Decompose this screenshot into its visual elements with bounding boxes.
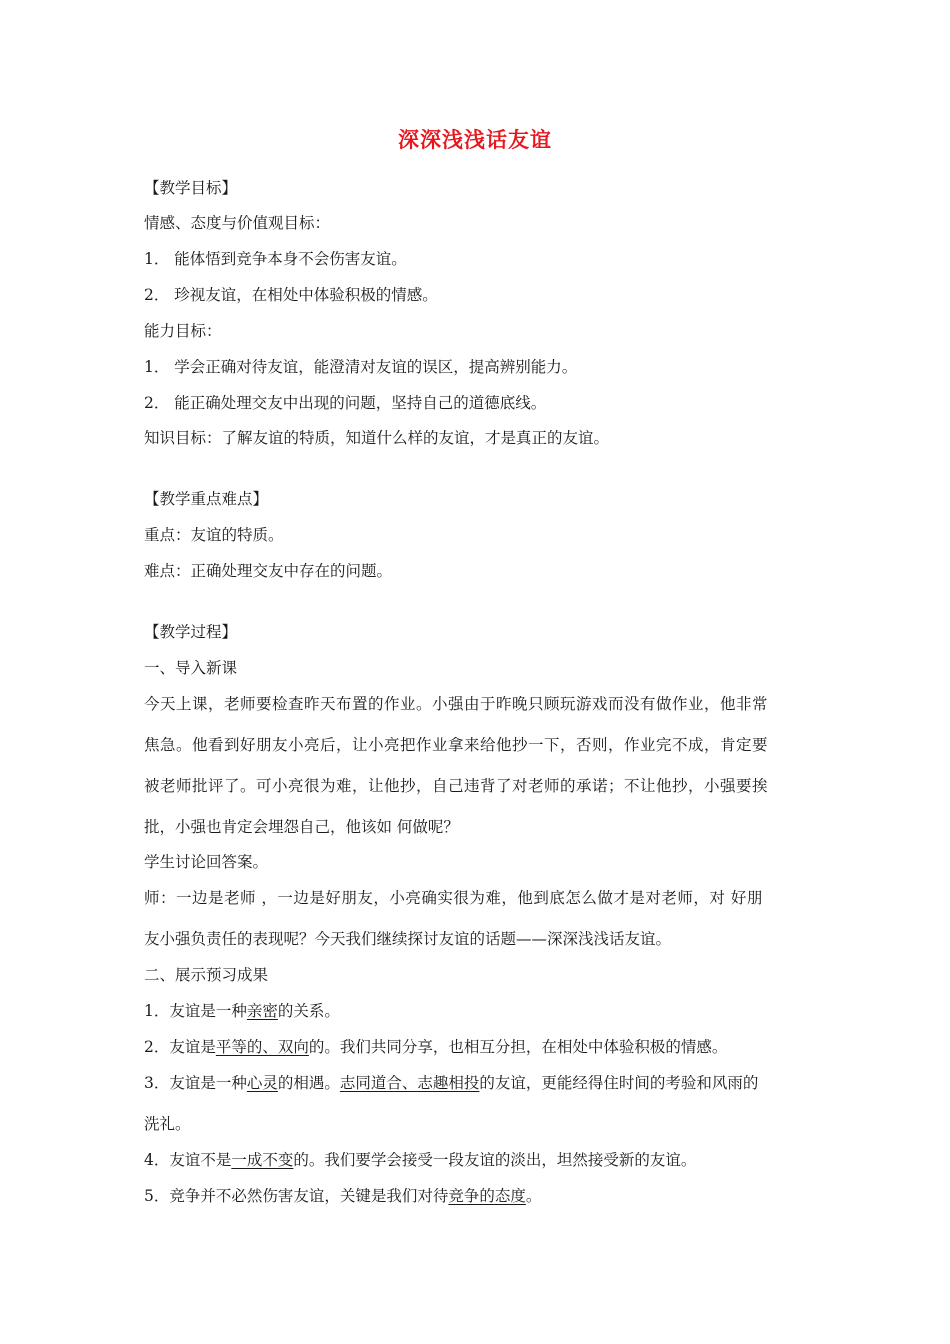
story-line: 焦急。他看到好朋友小亮后，让小亮把作业拿来给他抄一下，否则，作业完不成，肯定要	[144, 736, 769, 754]
story-line: 今天上课，老师要检查昨天布置的作业。小强由于昨晚只顾玩游戏而没有做作业，他非常	[144, 695, 769, 713]
emotion-objective-2: 2． 珍视友谊，在相处中体验积极的情感。	[144, 286, 438, 304]
emotion-objectives-heading: 情感、态度与价值观目标：	[144, 214, 331, 232]
underlined-answer: 一成不变	[231, 1151, 294, 1169]
preview-item-5: 5．竞争并不必然伤害友谊，关键是我们对待竞争的态度。	[144, 1187, 542, 1205]
part2-heading: 二、展示预习成果	[144, 966, 269, 984]
underlined-answer: 亲密	[246, 1002, 278, 1020]
page-title: 深深浅浅话友谊	[398, 128, 552, 152]
preview-item-3-continued: 洗礼。	[144, 1115, 191, 1133]
focus-key-point: 重点：友谊的特质。	[144, 526, 284, 544]
underlined-answer: 心灵	[246, 1074, 278, 1092]
ability-objectives-heading: 能力目标：	[144, 322, 222, 340]
ability-objective-1: 1． 学会正确对待友谊，能澄清对友谊的误区，提高辨别能力。	[144, 358, 578, 376]
story-line: 被老师批评了。可小亮很为难，让他抄，自己违背了对老师的承诺；不让他抄，小强要挨	[144, 777, 769, 795]
part1-heading: 一、导入新课	[144, 659, 238, 677]
focus-difficult-point: 难点：正确处理交友中存在的问题。	[144, 562, 393, 580]
teacher-line: 友小强负责任的表现呢？今天我们继续探讨友谊的话题——深深浅浅话友谊。	[144, 930, 672, 948]
discussion-text: 学生讨论回答案。	[144, 853, 269, 871]
process-heading: 【教学过程】	[144, 623, 238, 641]
knowledge-objective: 知识目标：了解友谊的特质，知道什么样的友谊，才是真正的友谊。	[144, 429, 610, 447]
ability-objective-2: 2． 能正确处理交友中出现的问题，坚持自己的道德底线。	[144, 394, 547, 412]
underlined-answer: 平等的、双向	[215, 1038, 309, 1056]
emotion-objective-1: 1． 能体悟到竞争本身不会伤害友谊。	[144, 250, 407, 268]
preview-item-1: 1．友谊是一种亲密的关系。	[144, 1002, 340, 1020]
preview-item-4: 4．友谊不是一成不变的。我们要学会接受一段友谊的淡出，坦然接受新的友谊。	[144, 1151, 697, 1169]
teacher-line: 师：一边是老师 ，一边是好朋友，小亮确实很为难，他到底怎么做才是对老师，对 好朋	[144, 889, 763, 907]
objectives-heading: 【教学目标】	[144, 179, 238, 197]
underlined-answer: 竞争的态度	[448, 1187, 526, 1205]
underlined-answer: 志同道合、志趣相投	[339, 1074, 480, 1092]
preview-item-3: 3．友谊是一种心灵的相遇。志同道合、志趣相投的友谊，更能经得住时间的考验和风雨的	[144, 1074, 759, 1092]
story-line: 批，小强也肯定会埋怨自己，他该如 何做呢？	[144, 818, 459, 836]
focus-heading: 【教学重点难点】	[144, 490, 269, 508]
preview-item-2: 2．友谊是平等的、双向的。我们共同分享，也相互分担，在相处中体验积极的情感。	[144, 1038, 728, 1056]
